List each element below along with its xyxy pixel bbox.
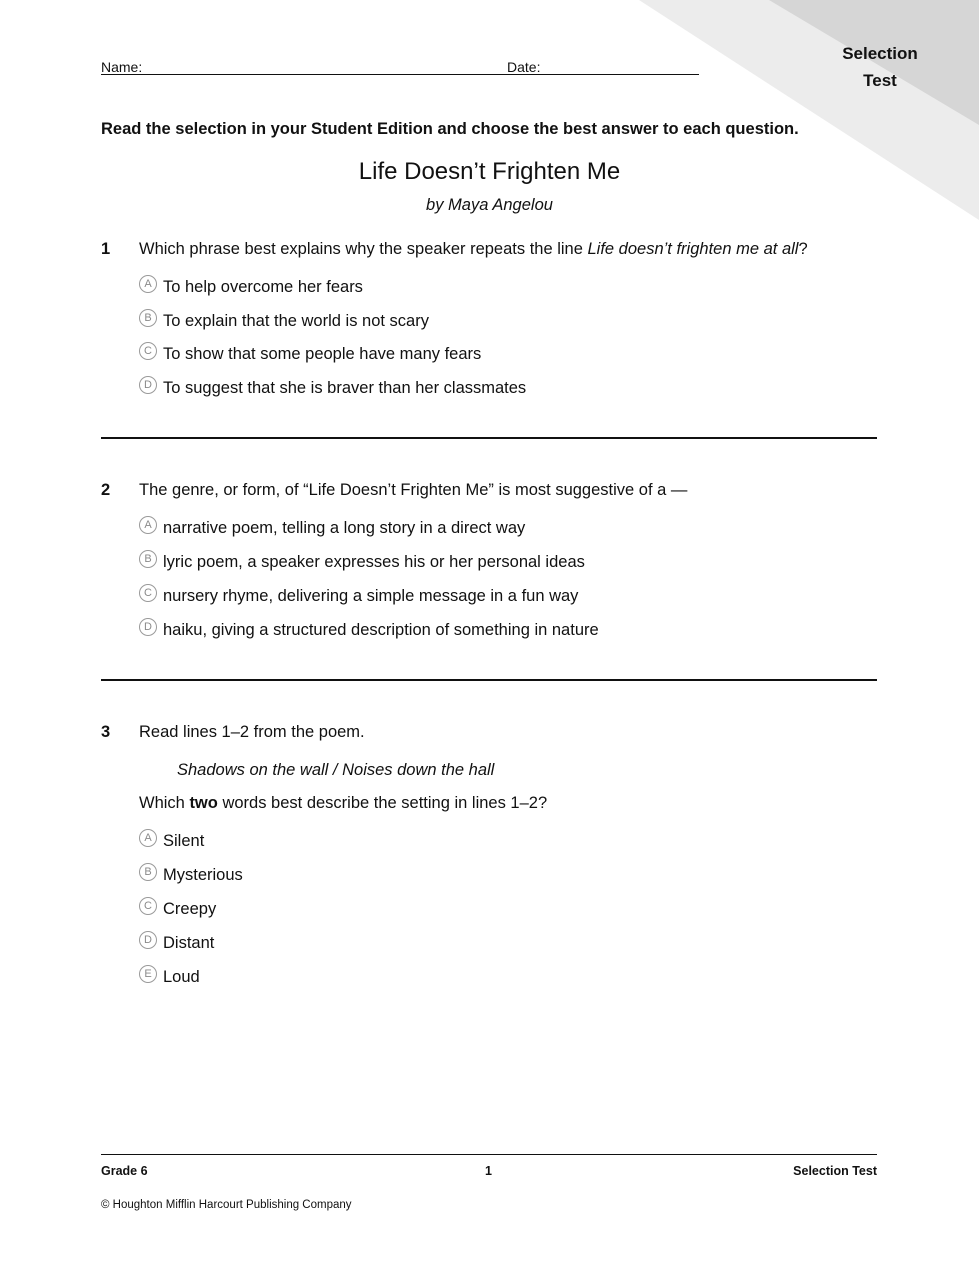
option-text: nursery rhyme, delivering a simple message in a fun way xyxy=(163,587,579,605)
footer-page-number: 1 xyxy=(485,1164,492,1178)
question-number: 1 xyxy=(101,240,111,258)
question-stem xyxy=(139,240,808,259)
footer-divider xyxy=(101,1154,877,1155)
option-text: haiku, giving a structured description of something in nature xyxy=(163,621,599,639)
followup-suffix: words best describe the setting in lines 1–2? xyxy=(217,794,548,812)
option-text: Silent xyxy=(163,832,205,850)
answer-bubble-d[interactable]: D xyxy=(139,931,157,949)
answer-bubble-c[interactable]: C xyxy=(139,342,157,360)
option-text: To suggest that she is braver than her classmates xyxy=(163,379,527,397)
option-text: Creepy xyxy=(163,900,217,918)
answer-bubble-d[interactable]: D xyxy=(139,618,157,636)
followup-text: Which xyxy=(139,794,190,812)
followup-bold-text: two xyxy=(189,794,218,812)
answer-bubble-c[interactable]: C xyxy=(139,584,157,602)
selection-title: Life Doesn’t Frighten Me xyxy=(358,158,621,185)
question-divider xyxy=(101,679,877,681)
option-text: Loud xyxy=(163,968,200,986)
name-date-header xyxy=(101,58,701,76)
corner-graphic xyxy=(639,0,979,220)
question-divider xyxy=(101,437,877,439)
option-text: To explain that the world is not scary xyxy=(163,312,429,330)
badge-line-2: Test xyxy=(863,71,897,90)
option-text: lyric poem, a speaker expresses his or her personal ideas xyxy=(163,553,585,571)
option-text: Mysterious xyxy=(163,866,243,884)
question-number: 2 xyxy=(101,481,111,499)
badge-line-1: Selection xyxy=(842,44,918,63)
option-text: narrative poem, telling a long story in a direct way xyxy=(163,519,526,537)
answer-bubble-b[interactable]: B xyxy=(139,550,157,568)
answer-bubble-a[interactable]: A xyxy=(139,275,157,293)
question-stem: The genre, or form, of “Life Doesn’t Frighten Me” is most suggestive of a — xyxy=(139,481,688,499)
option-text: To help overcome her fears xyxy=(163,278,363,296)
answer-bubble-b[interactable]: B xyxy=(139,309,157,327)
name-label: Name: xyxy=(101,59,143,75)
stem-suffix: ? xyxy=(798,240,808,258)
answer-bubble-c[interactable]: C xyxy=(139,897,157,915)
copyright: © Houghton Mifflin Harcourt Publishing Company xyxy=(101,1199,352,1211)
option-text: Distant xyxy=(163,934,215,952)
footer-grade: Grade 6 xyxy=(101,1164,148,1178)
stem-text: Which phrase best explains why the speaker repeats the line xyxy=(139,240,588,258)
name-field[interactable] xyxy=(101,74,509,75)
stem-italic-text: Life doesn’t frighten me at all xyxy=(587,240,799,258)
question-stem: Read lines 1–2 from the poem. xyxy=(139,723,365,741)
instructions: Read the selection in your Student Edition and choose the best answer to each question. xyxy=(101,120,799,138)
answer-bubble-a[interactable]: A xyxy=(139,516,157,534)
date-label: Date: xyxy=(507,59,541,75)
question-followup xyxy=(139,794,547,813)
answer-bubble-d[interactable]: D xyxy=(139,376,157,394)
option-text: To show that some people have many fears xyxy=(163,345,482,363)
answer-bubble-b[interactable]: B xyxy=(139,863,157,881)
footer-label: Selection Test xyxy=(793,1164,877,1178)
answer-bubble-e[interactable]: E xyxy=(139,965,157,983)
poem-quote: Shadows on the wall / Noises down the hall xyxy=(177,761,495,779)
selection-test-badge xyxy=(820,40,940,94)
question-number: 3 xyxy=(101,723,111,741)
answer-bubble-a[interactable]: A xyxy=(139,829,157,847)
byline: by Maya Angelou xyxy=(426,196,553,214)
